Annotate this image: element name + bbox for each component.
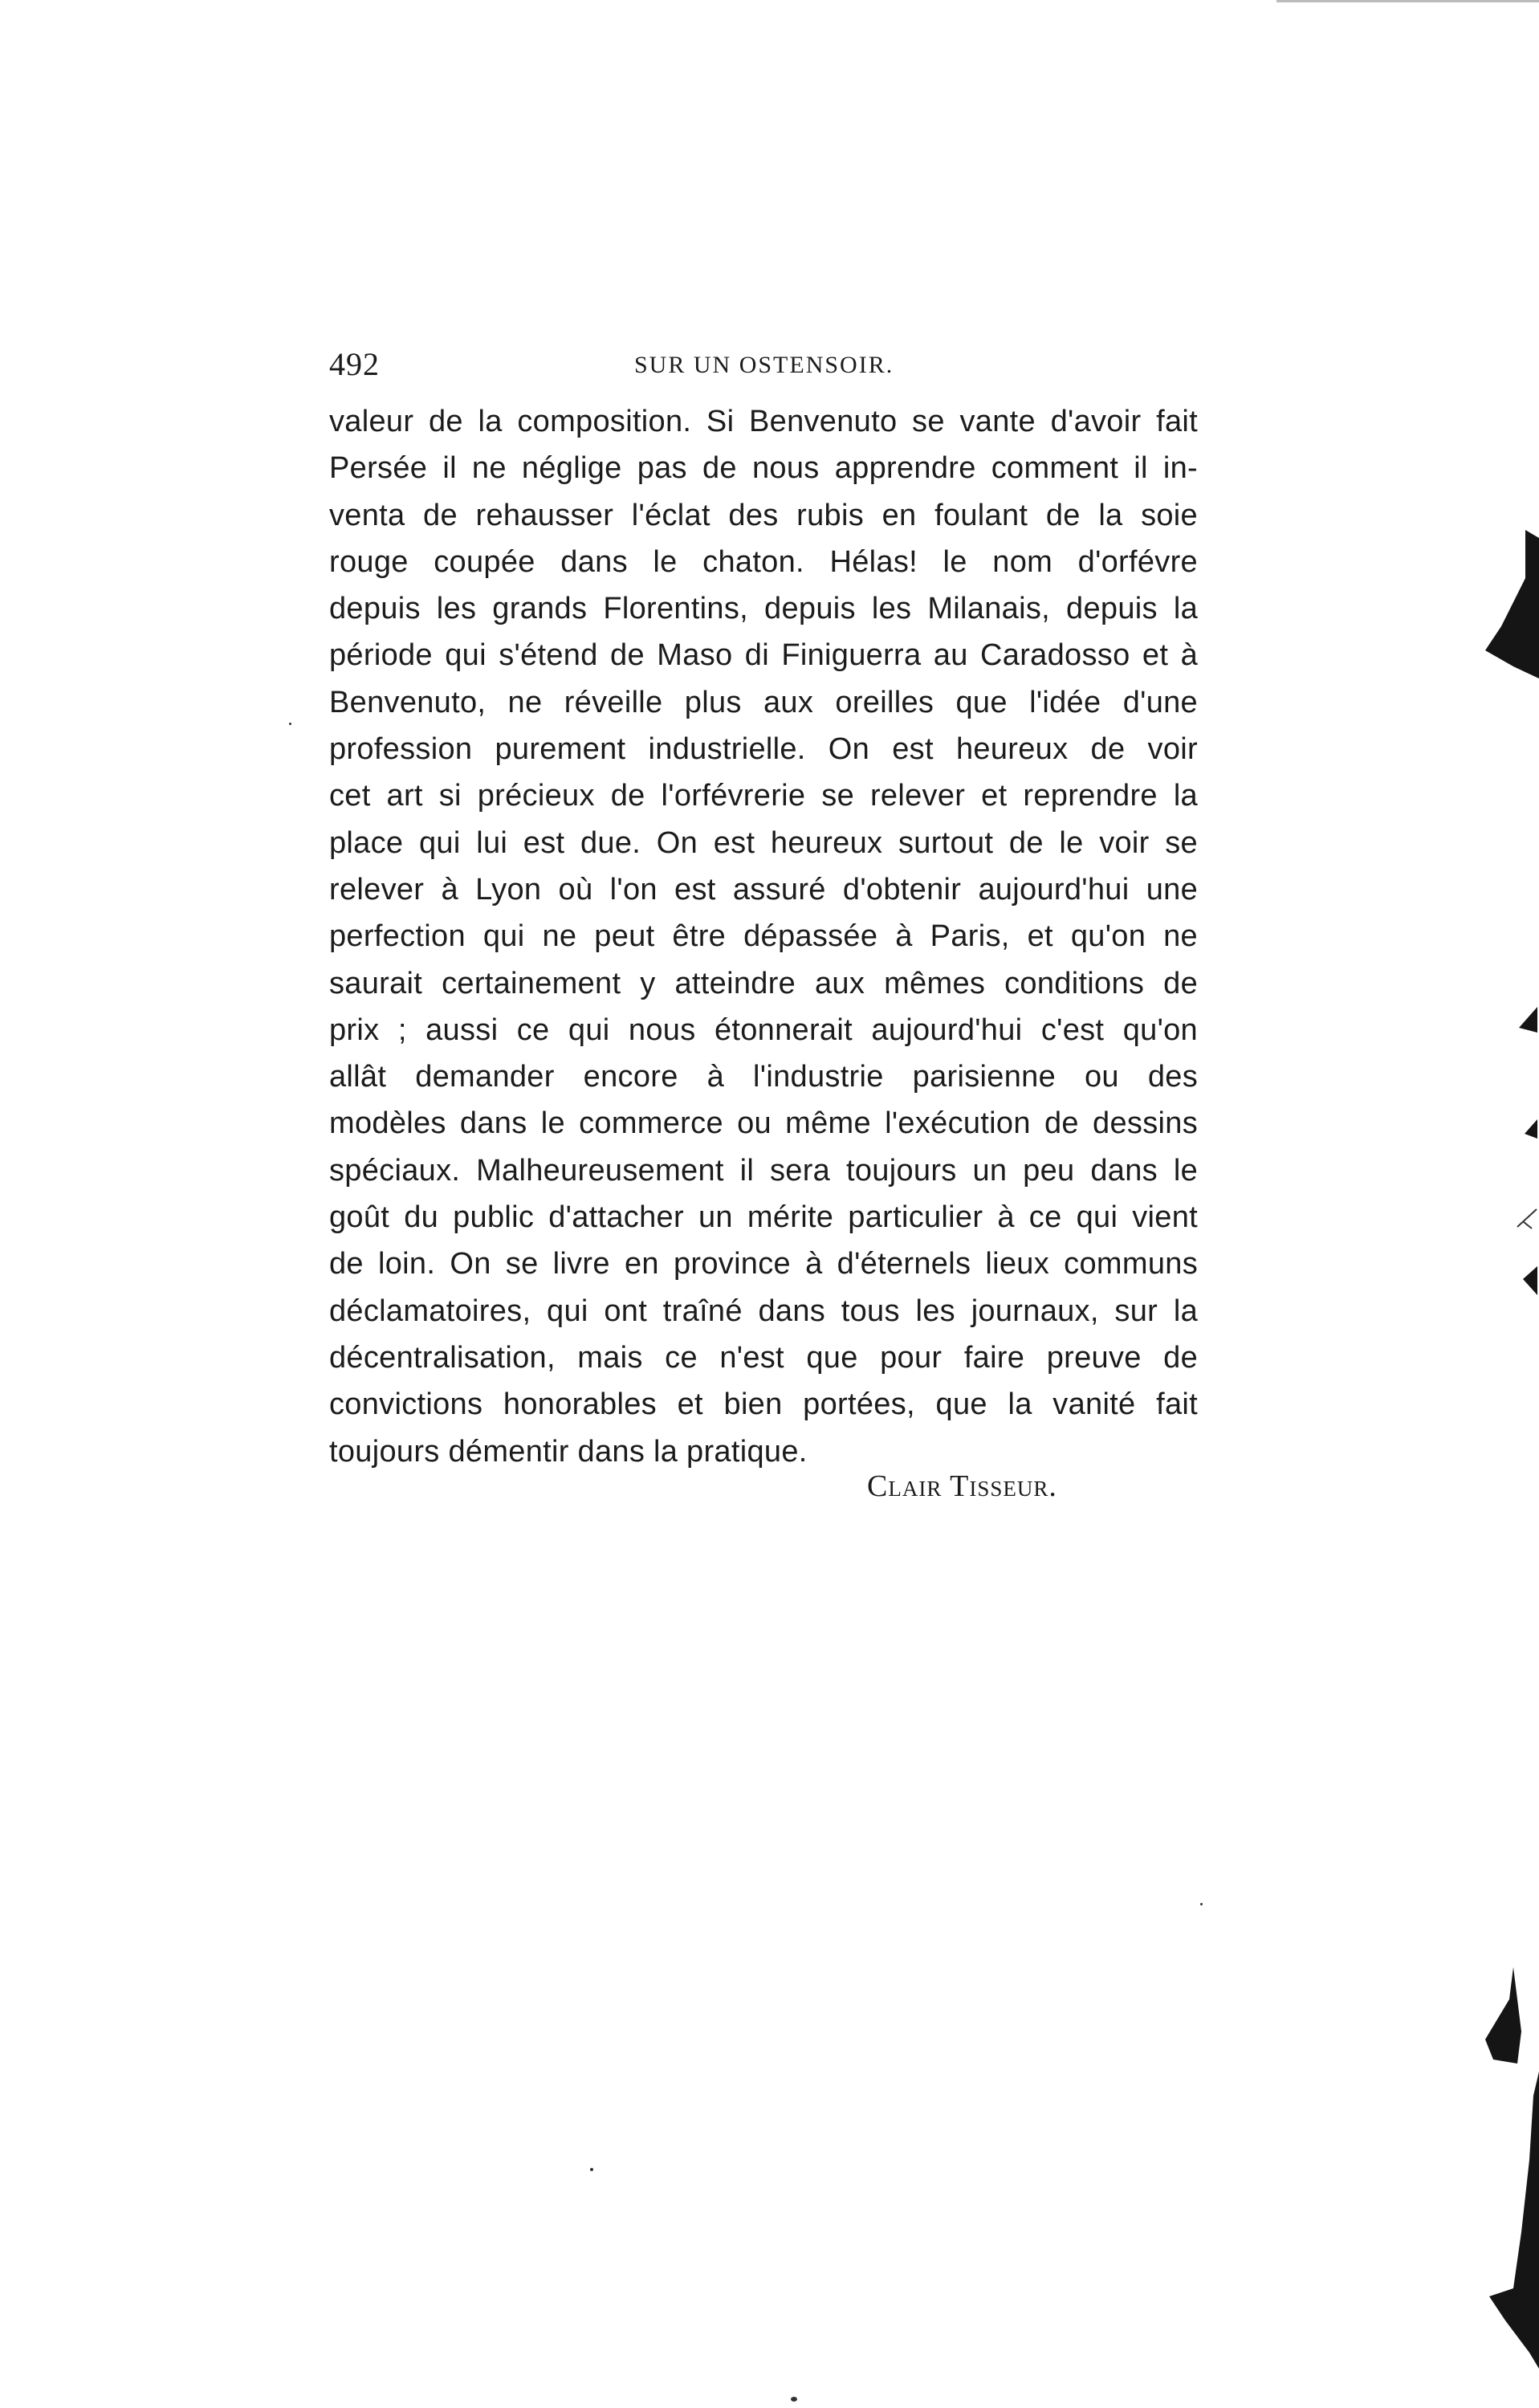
scan-artifact-mid-1 xyxy=(1517,1004,1539,1036)
text-line: prix ; aussi ce qui nous étonnerait aujourd'hui c'est qu'on xyxy=(329,1013,1198,1047)
text-line: cet art si précieux de l'orfévrerie se relever et reprendre la xyxy=(329,779,1198,813)
text-line: période qui s'étend de Maso di Finiguerra au Caradosso et à xyxy=(329,638,1198,673)
page-number: 492 xyxy=(329,346,380,382)
scan-edge-line xyxy=(1276,0,1539,2)
dust-speck xyxy=(289,723,291,725)
text-line: convictions honorables et bien portées, que la vanité fait xyxy=(329,1387,1198,1422)
text-line: profession purement industrielle. On est heureux de voir xyxy=(329,732,1198,767)
text-line: spéciaux. Malheureusement il sera toujours un peu dans le xyxy=(329,1153,1198,1188)
text-line: déclamatoires, qui ont traîné dans tous les journaux, sur la xyxy=(329,1294,1198,1328)
text-line: valeur de la composition. Si Benvenuto se vante d'avoir fait xyxy=(329,405,1198,438)
author-signature: Clair Tisseur. xyxy=(867,1469,1057,1503)
body-text xyxy=(329,398,1198,1475)
running-head xyxy=(329,345,1198,385)
dust-speck xyxy=(791,2397,797,2402)
text-line: saurait certainement y atteindre aux mêmes conditions de xyxy=(329,966,1198,1000)
scan-artifact-mid-2 xyxy=(1521,1116,1539,1140)
text-line: perfection qui ne peut être dépassée à Paris, et qu'on ne xyxy=(329,919,1198,954)
text-line: goût du public d'attacher un mérite particulier à ce qui vient xyxy=(329,1200,1198,1235)
scan-artifact-mid-3 xyxy=(1516,1204,1539,1237)
text-line: relever à Lyon où l'on est assuré d'obtenir aujourd'hui une xyxy=(329,872,1198,907)
running-title: SUR UN OSTENSOIR. xyxy=(634,352,894,378)
text-line: Benvenuto, ne réveille plus aux oreilles que l'idée d'une xyxy=(329,685,1198,719)
text-line: venta de rehausser l'éclat des rubis en foulant de la soie xyxy=(329,498,1198,532)
text-line: Persée il ne néglige pas de nous apprendre comment il in- xyxy=(329,451,1198,486)
text-line: place qui lui est due. On est heureux surtout de le voir se xyxy=(329,825,1198,860)
text-line: modèles dans le commerce ou même l'exécution de dessins xyxy=(329,1106,1198,1141)
text-line: rouge coupée dans le chaton. Hélas! le nom d'orfévre xyxy=(329,544,1198,579)
text-line: toujours démentir dans la pratique. xyxy=(329,1434,808,1469)
scan-artifact-top xyxy=(1477,530,1539,682)
dust-speck xyxy=(590,2168,593,2171)
scan-artifact-bottom xyxy=(1473,1951,1539,2369)
dust-speck xyxy=(1200,1903,1203,1905)
text-line: de loin. On se livre en province à d'éternels lieux communs xyxy=(329,1247,1198,1281)
scan-artifact-mid-4 xyxy=(1521,1265,1539,1297)
text-line: allât demander encore à l'industrie parisienne ou des xyxy=(329,1060,1198,1094)
text-line: depuis les grands Florentins, depuis les Milanais, depuis la xyxy=(329,592,1198,626)
text-line: décentralisation, mais ce n'est que pour faire preuve de xyxy=(329,1340,1198,1375)
